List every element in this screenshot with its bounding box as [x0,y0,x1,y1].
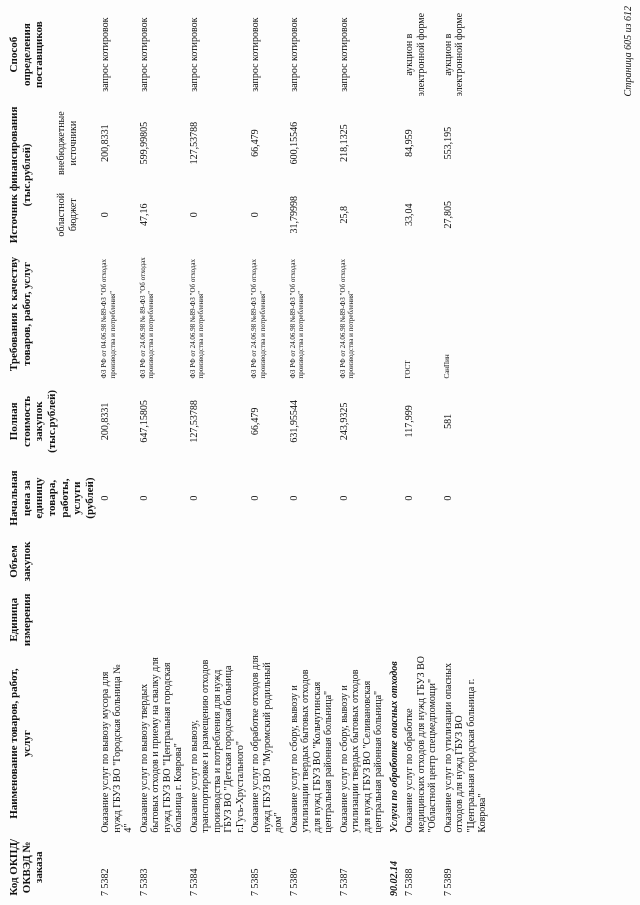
table-body-2 [402,6,491,899]
cell-name: Оказание услуг по сбору, вывозу и утилизации твердых бытовых отходов для нужд ГБУЗ ВО "Селивановская центральная районная больница" [338,669,385,833]
cell-method: запрос котировок [338,17,350,92]
cell-code: 7 5384 [188,868,200,896]
cell-cost: 127,53788 [188,400,200,443]
cell-unit [441,588,491,651]
cell-extra: 200,8331 [100,124,112,162]
table-row [98,6,137,899]
cell-method: аукцион в электронной форме [442,12,466,97]
table-row [337,6,387,899]
cell-requirements: ГОСТ [404,360,413,379]
cell-method: аукцион в электронной форме [404,12,427,97]
cell-unit [248,588,287,651]
cell-requirements: СанПин [442,354,451,379]
cell-method: запрос котировок [188,17,200,92]
table-row [287,6,337,899]
cell-unit [402,588,441,651]
cell-unit [287,588,337,651]
table-row [441,6,491,899]
cell-volume [98,535,137,588]
cell-regional: 0 [188,212,200,218]
cell-unit [137,588,187,651]
cell-extra: 127,53788 [188,121,200,165]
section-row [387,6,403,899]
cell-regional: 33,04 [404,203,416,226]
header-unit: Единица измерения [8,593,33,647]
cell-regional: 47,16 [138,203,150,226]
header-requirements: Требования к качеству товаров, работ, услуг [8,256,33,372]
cell-method: запрос котировок [288,17,300,92]
cell-extra: 600,15546 [288,121,300,165]
cell-requirements: ФЗ РФ от 24.06.98 № 89-ФЗ "Об отходах производства и потребления" [138,257,156,379]
table-row [137,6,187,899]
cell-regional: 27,805 [442,201,454,229]
table-row [402,6,441,899]
cell-price: 0 [138,495,150,501]
header-code: Код ОКПД/ ОКВЭД № заказа [8,838,46,896]
header-extra: внебюджетные источники [56,111,79,176]
cell-method: запрос котировок [250,17,262,92]
header-volume: Объем закупок [8,541,33,582]
cell-volume [441,535,491,588]
cell-name: Оказание услуг по вывозу мусора для нужд ГБУЗ ВО "Городская больница № 4" [100,664,135,833]
cell-volume [187,535,249,588]
header-method: Способ определения поставщиков [8,21,46,88]
page-footer: Страница 605 из 612 [623,6,634,97]
cell-name: Оказание услуг по вывозу твердых бытовых отходов и приему на свалку для нужд ГБУЗ ВО "Центральная городская больница г. Коврова" [138,657,185,833]
cell-unit [337,588,387,651]
cell-name: Оказание услуг по сбору, вывозу и утилизации твердых бытовых отходов для нужд ГБУЗ ВО "Кольчугинская центральная районная больница" [288,669,335,833]
cell-regional: 0 [100,212,112,218]
cell-requirements: ФЗ РФ от 24.06.98 №89-ФЗ "Об отходах производства и потребления" [188,258,206,379]
cell-volume [287,535,337,588]
cell-volume [402,535,441,588]
header-price: Начальная цена за единицу товара, работы, услуги (рублей) [8,470,96,526]
cell-requirements: ФЗ РФ от 24.06.98 №89-ФЗ "Об отходах производства и потребления" [288,258,306,379]
cell-requirements: ФЗ РФ от 24.06.98 №89-ФЗ "Об отходах производства и потребления" [250,258,267,379]
cell-cost: 200,8331 [100,402,112,441]
cell-price: 0 [250,495,262,501]
cell-extra: 84,959 [404,129,416,157]
cell-volume [248,535,287,588]
section-body [387,6,403,899]
cell-price: 0 [288,495,300,501]
cell-regional: 0 [250,212,262,218]
cell-code: 7 5383 [138,868,150,896]
cell-method: запрос котировок [138,17,150,92]
cell-cost: 581 [442,413,454,429]
section-title: Услуги по обработке опасных отходов [388,661,400,833]
cell-price: 0 [442,495,454,501]
table-row [187,6,249,899]
cell-regional: 25,8 [338,206,350,224]
cell-unit [98,588,137,651]
cell-code: 7 5387 [338,868,350,896]
cell-code: 7 5386 [288,868,300,896]
cell-price: 0 [338,495,350,501]
cell-name: Оказание услуг по вывозу, транспортировке и размещению отходов производства и потребления для нужд ГБУЗ ВО "Детская городская больница г.Гусь-Хрустального" [188,659,246,833]
cell-extra: 66,479 [250,129,262,157]
cell-volume [137,535,187,588]
header-cost: Полная стоимость закупок (тыс.рублей) [8,389,58,453]
cell-requirements: ФЗ РФ от 04.06.98 №89-ФЗ "Об отходах производства и потребления" [100,258,117,379]
cell-requirements: ФЗ РФ от 24.06.98 №89-ФЗ "Об отходах производства и потребления" [338,258,356,379]
cell-name: Оказание услуг по утилизации опасных отходов для нужд ГБУЗ ВО "Центральная городская больница г. Коврова" [442,663,489,833]
cell-cost: 117,999 [404,405,416,438]
cell-extra: 599,99805 [138,121,150,165]
cell-method: запрос котировок [100,17,112,92]
cell-name: Оказание услуг по обработке медицинских отходов для нужд ГБУЗ ВО "Областной центр спецмедпомощи" [404,656,439,833]
cell-price: 0 [100,495,112,501]
cell-unit [187,588,249,651]
cell-code: 7 5385 [250,868,262,896]
cell-cost: 631,95544 [288,400,300,443]
header-funding: Источник финансирования (тыс.рублей) [8,106,33,244]
cell-extra: 553,195 [442,126,454,160]
section-code: 90.02.14 [388,861,400,896]
cell-cost: 243,9325 [338,402,350,441]
cell-cost: 66,479 [250,407,262,436]
cell-price: 0 [188,495,200,501]
cell-code: 7 5382 [100,868,112,896]
table-row [248,6,287,899]
procurement-table [6,6,491,899]
header-row [6,6,54,899]
cell-cost: 647,15805 [138,400,150,443]
cell-name: Оказание услуг по обработке отходов для нужд ГБУЗ ВО "Муромский родильный дом" [250,655,285,833]
header-regional: областной бюджет [56,192,79,237]
cell-price: 0 [404,495,416,501]
header-name: Наименование товаров, работ, услуг [8,668,33,819]
table-body [98,6,387,899]
cell-code: 7 5388 [404,868,416,896]
cell-regional: 31,79998 [288,196,300,234]
cell-code: 7 5389 [442,868,454,896]
cell-volume [337,535,387,588]
cell-extra: 218,1325 [338,124,350,162]
